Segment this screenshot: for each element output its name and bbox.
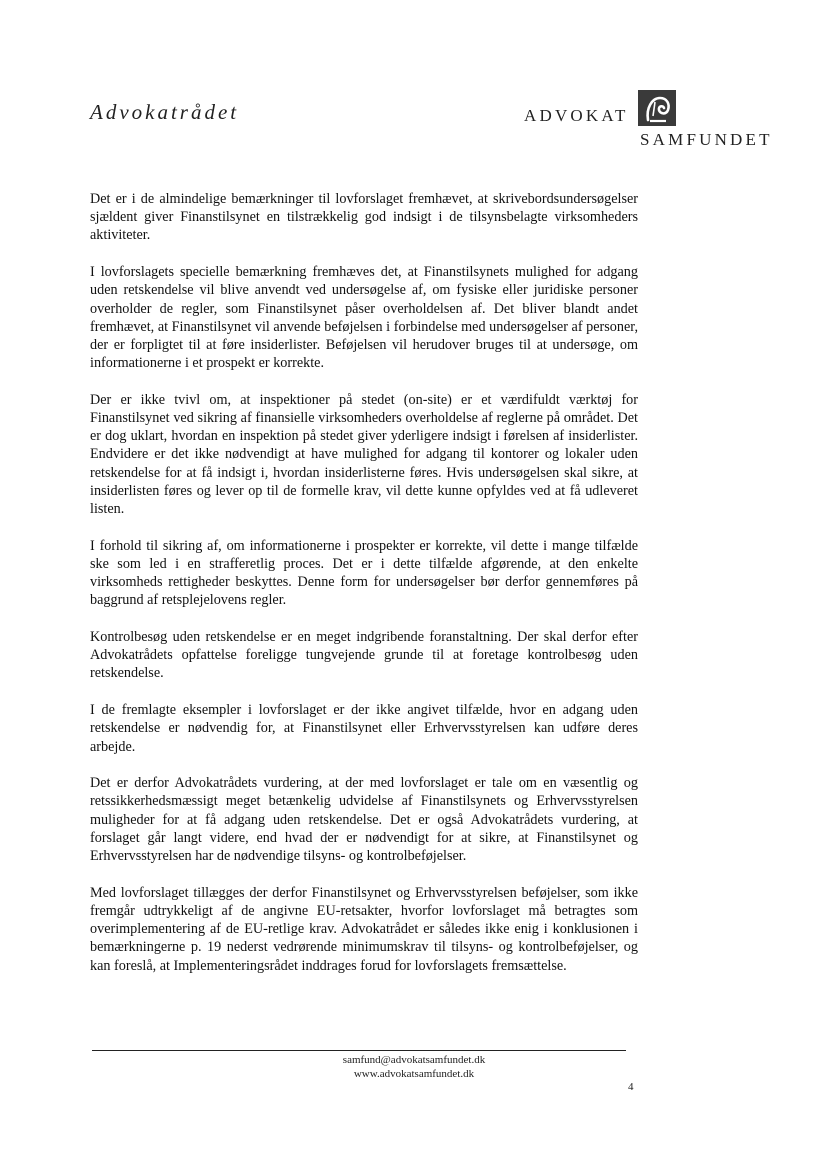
letterhead-title: Advokatrådet (90, 100, 240, 124)
footer-divider (92, 1050, 626, 1051)
paragraph: Der er ikke tvivl om, at inspektioner på stedet (on-site) er et værdifuldt værktøj for Finanstilsynet ved sikring af finansielle virksomheders overholdelse af reglerne på området. Det er dog uklart, hvordan en inspektion på stedet giver yderligere indsigt i førelsen af insiderlister. Endvidere er det ikke nødvendigt at have mulighed for adgang til kontorer og lokaler uden retskendelse for at få indsigt i, hvordan insiderlisterne føres. Hvis undersøgelsen skal sikre, at insiderlisten føres og lever op til de formelle krav, vil dette kunne opfyldes ved at få udleveret listen. (90, 391, 638, 518)
logo-text-samfundet: SAMFUNDET (640, 130, 773, 149)
footer-website[interactable]: www.advokatsamfundet.dk (353, 1068, 475, 1080)
paragraph: Med lovforslaget tillægges der derfor Finanstilsynet og Erhvervsstyrelsen beføjelser, som ikke fremgår udtrykkeligt af de angivne EU-retsakter, hvorfor lovforslaget må betragtes som overimplementering af de EU-retlige krav. Advokatrådet er således ikke enig i konklusionen i bemærkningerne p. 19 nederst vedrørende minimumskrav til tilsyns- og kontrolbeføjelser, og kan foreslå, at Implementeringsrådet inddrages forud for lovforslagets fremsættelse. (90, 884, 638, 974)
advokatsamfundet-logo (524, 90, 784, 150)
paragraph: Kontrolbesøg uden retskendelse er en meget indgribende foranstaltning. Der skal derfor efter Advokatrådets opfattelse foreligge tungvejende grunde til at foretage kontrolbesøg uden retskendelse. (90, 629, 638, 682)
footer-email[interactable]: samfund@advokatsamfundet.dk (342, 1054, 486, 1066)
page-number: 4 (628, 1081, 634, 1093)
paragraph: Det er derfor Advokatrådets vurdering, at der med lovforslaget er tale om en væsentlig og retssikkerhedsmæssigt meget betænkelig udvidelse af Finanstilsynets og Erhvervsstyrelsen muligheder for at få adgang uden retskendelse. Det er også Advokatrådets vurdering, at forslaget går langt videre, end hvad der er nødvendigt for at sikre, at Finanstilsynet og Erhvervsstyrelsen har de nødvendige tilsyns- og kontrolbeføjelser. (90, 775, 638, 865)
paragraph: I forhold til sikring af, om informationerne i prospekter er korrekte, vil dette i mange tilfælde ske som led i en strafferetlig proces. Det er i dette tilfælde afgørende, at den enkelte virksomheds rettigheder beskyttes. Denne form for undersøgelser bør derfor gennemføres på baggrund af retsplejelovens regler. (90, 537, 638, 609)
paragraph: I lovforslagets specielle bemærkning fremhæves det, at Finanstilsynets mulighed for adgang uden retskendelse vil blive anvendt ved undersøgelse af, om fysiske eller juridiske personer overholder de regler, som Finanstilsynet påser overholdelsen af. Det bliver blandt andet fremhævet, at Finanstilsynet vil anvende beføjelsen i forbindelse med undersøgelser af personer, der er forpligtet til at føre insiderlister. Beføjelsen vil herudover bruges til at undersøge, om informationerne i et prospekt er korrekte. (90, 264, 638, 372)
paragraph: I de fremlagte eksempler i lovforslaget er der ikke angivet tilfælde, hvor en adgang uden retskendelse er nødvendig for, at Finanstilsynet eller Erhvervsstyrelsen kan udføre deres arbejde. (90, 702, 638, 755)
letter-body (90, 190, 638, 993)
helmet-emblem-icon (638, 90, 676, 126)
paragraph: Det er i de almindelige bemærkninger til lovforslaget fremhævet, at skrivebordsundersøgelser sjældent giver Finanstilsynet en tilstrækkelig god indsigt i de tilsynsbelagte virksomheders aktiviteter. (90, 191, 638, 244)
logo-text-advokat: ADVOKAT (524, 106, 629, 125)
